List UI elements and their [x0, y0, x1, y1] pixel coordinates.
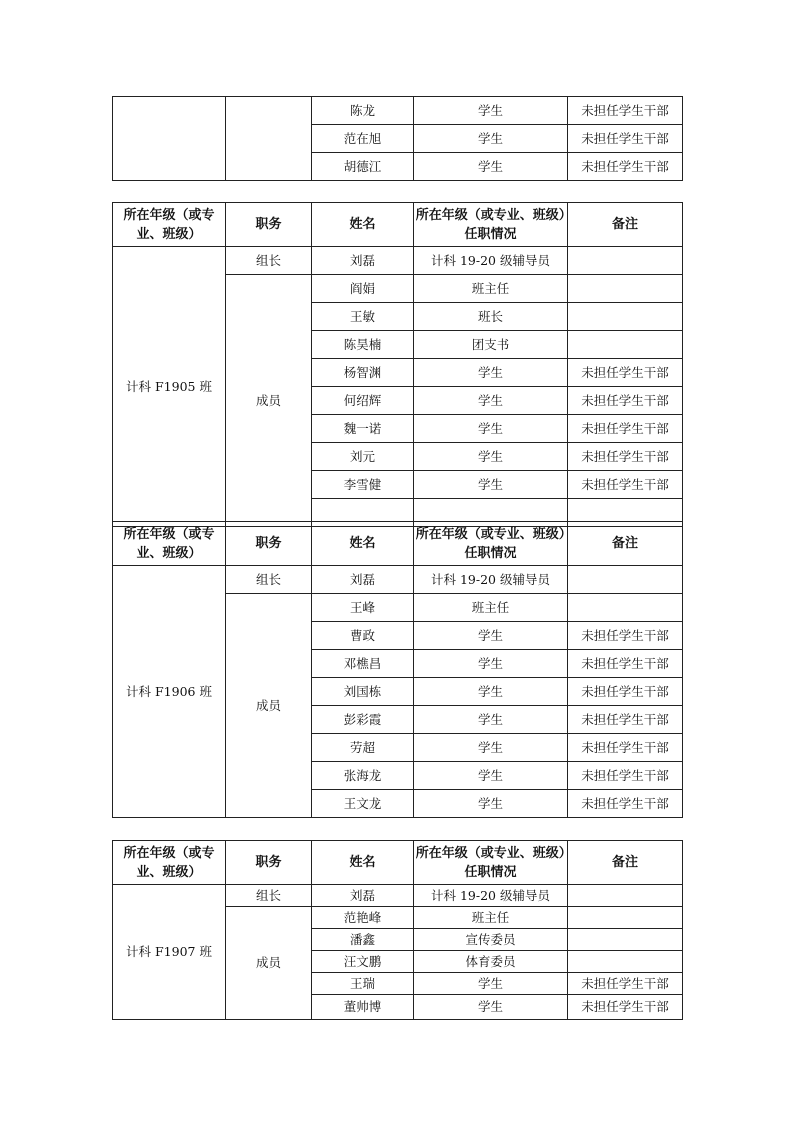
note-cell [568, 275, 683, 303]
name-cell: 魏一诺 [312, 415, 414, 443]
position-cell: 团支书 [414, 331, 568, 359]
header-position: 所在年级（或专业、班级）任职情况 [414, 841, 568, 885]
position-cell: 学生 [414, 734, 568, 762]
position-cell: 学生 [414, 125, 568, 153]
name-cell: 彭彩霞 [312, 706, 414, 734]
name-cell: 李雪健 [312, 471, 414, 499]
name-cell: 陈龙 [312, 97, 414, 125]
class-f1906-table [112, 521, 683, 818]
position-cell: 班主任 [414, 594, 568, 622]
position-cell: 学生 [414, 762, 568, 790]
leader-row [113, 885, 683, 907]
name-cell: 汪文鹏 [312, 951, 414, 973]
name-cell: 阎娟 [312, 275, 414, 303]
table-row [113, 97, 683, 125]
member-role-cell: 成员 [226, 907, 312, 1020]
member-role-cell: 成员 [226, 275, 312, 527]
header-name: 姓名 [312, 522, 414, 566]
position-cell: 学生 [414, 387, 568, 415]
name-cell: 曹政 [312, 622, 414, 650]
leader-role-cell: 组长 [226, 885, 312, 907]
position-cell: 计科 19-20 级辅导员 [414, 247, 568, 275]
header-note: 备注 [568, 522, 683, 566]
class-f1905-table [112, 202, 683, 527]
note-cell: 未担任学生干部 [568, 762, 683, 790]
header-name: 姓名 [312, 203, 414, 247]
note-cell: 未担任学生干部 [568, 153, 683, 181]
position-cell: 体育委员 [414, 951, 568, 973]
note-cell: 未担任学生干部 [568, 622, 683, 650]
note-cell [568, 331, 683, 359]
position-cell: 学生 [414, 443, 568, 471]
position-cell: 学生 [414, 678, 568, 706]
note-cell [568, 929, 683, 951]
note-cell [568, 247, 683, 275]
name-cell: 王文龙 [312, 790, 414, 818]
name-cell: 范艳峰 [312, 907, 414, 929]
position-cell: 学生 [414, 650, 568, 678]
position-cell: 班主任 [414, 275, 568, 303]
note-cell: 未担任学生干部 [568, 125, 683, 153]
header-role: 职务 [226, 522, 312, 566]
header-row [113, 841, 683, 885]
note-cell: 未担任学生干部 [568, 387, 683, 415]
note-cell: 未担任学生干部 [568, 359, 683, 387]
note-cell: 未担任学生干部 [568, 650, 683, 678]
note-cell: 未担任学生干部 [568, 678, 683, 706]
name-cell: 胡德江 [312, 153, 414, 181]
leader-role-cell: 组长 [226, 247, 312, 275]
class-name-cell: 计科 F1907 班 [113, 885, 226, 1020]
name-cell: 刘磊 [312, 566, 414, 594]
name-cell: 邓樵昌 [312, 650, 414, 678]
header-role: 职务 [226, 203, 312, 247]
note-cell [568, 303, 683, 331]
name-cell: 刘元 [312, 443, 414, 471]
position-cell: 计科 19-20 级辅导员 [414, 885, 568, 907]
leader-row [113, 566, 683, 594]
header-name: 姓名 [312, 841, 414, 885]
header-position: 所在年级（或专业、班级）任职情况 [414, 522, 568, 566]
name-cell: 范在旭 [312, 125, 414, 153]
name-cell: 王瑞 [312, 973, 414, 995]
class-f1907-table [112, 840, 683, 1020]
position-cell: 班长 [414, 303, 568, 331]
note-cell [568, 885, 683, 907]
name-cell: 刘国栋 [312, 678, 414, 706]
name-cell: 陈昊楠 [312, 331, 414, 359]
name-cell: 张海龙 [312, 762, 414, 790]
header-position: 所在年级（或专业、班级）任职情况 [414, 203, 568, 247]
position-cell: 学生 [414, 471, 568, 499]
name-cell: 杨智渊 [312, 359, 414, 387]
note-cell [568, 907, 683, 929]
header-row [113, 203, 683, 247]
header-note: 备注 [568, 841, 683, 885]
header-role: 职务 [226, 841, 312, 885]
name-cell: 潘鑫 [312, 929, 414, 951]
class-name-cell: 计科 F1905 班 [113, 247, 226, 527]
name-cell: 刘磊 [312, 247, 414, 275]
name-cell: 何绍辉 [312, 387, 414, 415]
note-cell: 未担任学生干部 [568, 443, 683, 471]
position-cell: 学生 [414, 415, 568, 443]
position-cell: 学生 [414, 706, 568, 734]
position-cell: 学生 [414, 995, 568, 1020]
position-cell: 学生 [414, 153, 568, 181]
leader-row [113, 247, 683, 275]
note-cell [568, 566, 683, 594]
position-cell: 计科 19-20 级辅导员 [414, 566, 568, 594]
note-cell: 未担任学生干部 [568, 706, 683, 734]
position-cell: 宣传委员 [414, 929, 568, 951]
note-cell: 未担任学生干部 [568, 415, 683, 443]
name-cell: 王峰 [312, 594, 414, 622]
member-role-cell: 成员 [226, 594, 312, 818]
continuation-table [112, 96, 683, 181]
header-grade: 所在年级（或专业、班级） [113, 203, 226, 247]
note-cell: 未担任学生干部 [568, 973, 683, 995]
header-grade: 所在年级（或专业、班级） [113, 841, 226, 885]
name-cell: 董帅博 [312, 995, 414, 1020]
header-note: 备注 [568, 203, 683, 247]
class-name-cell: 计科 F1906 班 [113, 566, 226, 818]
name-cell: 劳超 [312, 734, 414, 762]
grade-cell [113, 97, 226, 181]
note-cell: 未担任学生干部 [568, 734, 683, 762]
note-cell: 未担任学生干部 [568, 97, 683, 125]
position-cell: 班主任 [414, 907, 568, 929]
note-cell [568, 594, 683, 622]
position-cell: 学生 [414, 359, 568, 387]
note-cell: 未担任学生干部 [568, 471, 683, 499]
header-row [113, 522, 683, 566]
position-cell: 学生 [414, 622, 568, 650]
header-grade: 所在年级（或专业、班级） [113, 522, 226, 566]
name-cell: 王敏 [312, 303, 414, 331]
position-cell: 学生 [414, 97, 568, 125]
note-cell [568, 951, 683, 973]
note-cell: 未担任学生干部 [568, 995, 683, 1020]
position-cell: 学生 [414, 790, 568, 818]
position-cell: 学生 [414, 973, 568, 995]
role-cell [226, 97, 312, 181]
leader-role-cell: 组长 [226, 566, 312, 594]
name-cell: 刘磊 [312, 885, 414, 907]
note-cell: 未担任学生干部 [568, 790, 683, 818]
